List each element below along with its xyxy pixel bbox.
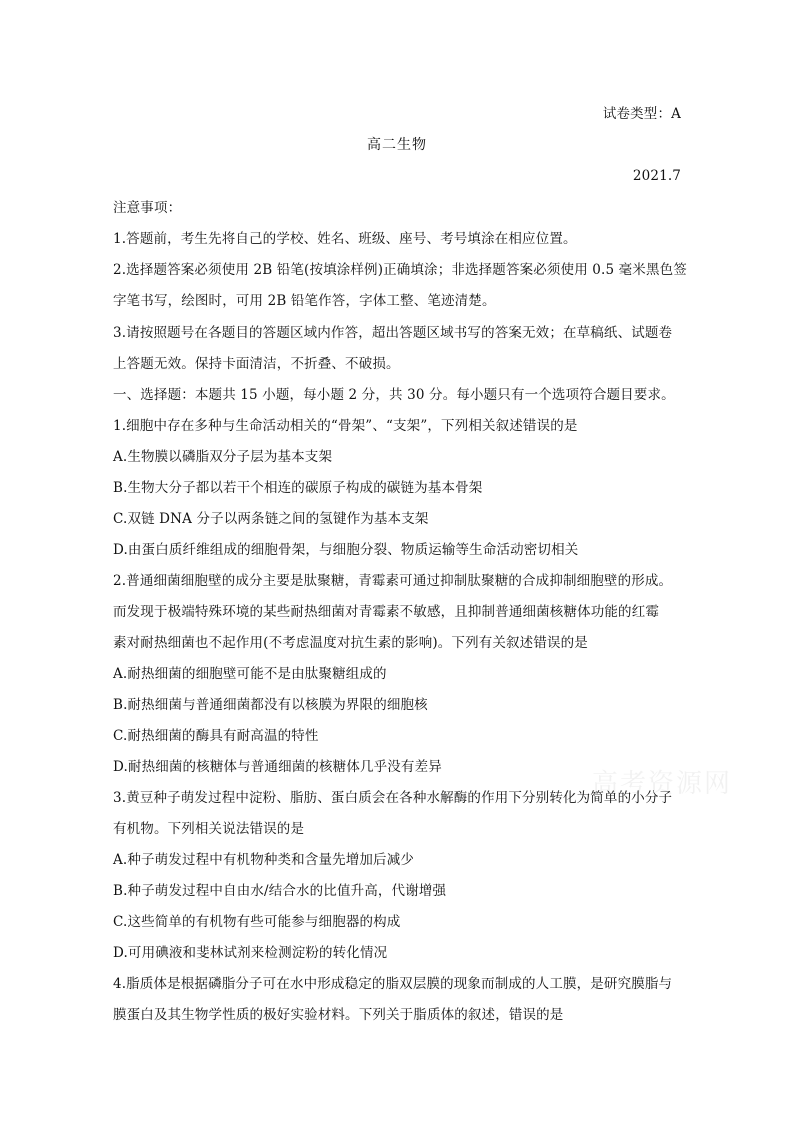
q3-option-b: B.种子萌发过程中自由水/结合水的比值升高，代谢增强 (113, 883, 447, 899)
q2-option-c: C.耐热细菌的酶具有耐高温的特性 (113, 728, 319, 744)
watermark: 高考资源网 (592, 769, 733, 799)
q2-option-b: B.耐热细菌与普通细菌都没有以核膜为界限的细胞核 (113, 697, 428, 713)
q3-option-c: C.这些简单的有机物有些可能参与细胞器的构成 (113, 914, 401, 930)
notice-item-2-line-1: 2.选择题答案必须使用 2B 铅笔(按填涂样例)正确填涂；非选择题答案必须使用 0.5 毫米黑色签 (113, 262, 687, 278)
notice-item-3-line-1: 3.请按照题号在各题目的答题区域内作答，超出答题区域书写的答案无效；在草稿纸、试题卷 (113, 325, 673, 341)
notice-item-1: 1.答题前，考生先将自己的学校、姓名、班级、座号、考号填涂在相应位置。 (113, 231, 577, 247)
section-heading: 一、选择题：本题共 15 小题，每小题 2 分，共 30 分。每小题只有一个选项符合题目要求。 (113, 387, 675, 403)
q3-option-d: D.可用碘液和斐林试剂来检测淀粉的转化情况 (113, 945, 388, 961)
q2-option-d: D.耐热细菌的核糖体与普通细菌的核糖体几乎没有差异 (113, 759, 442, 775)
q4-stem-line-1: 4.脂质体是根据磷脂分子可在水中形成稳定的脂双层膜的现象而制成的人工膜，是研究膜脂与 (113, 976, 673, 992)
notice-heading: 注意事项： (113, 200, 182, 216)
q3-stem-line-2: 有机物。下列相关说法错误的是 (113, 821, 305, 837)
q4-stem-line-2: 膜蛋白及其生物学性质的极好实验材料。下列关于脂质体的叙述，错误的是 (113, 1007, 564, 1023)
exam-date: 2021.7 (632, 168, 681, 184)
notice-item-2-line-2: 字笔书写，绘图时，可用 2B 铅笔作答，字体工整、笔迹清楚。 (113, 293, 496, 309)
q1-option-c: C.双链 DNA 分子以两条链之间的氢键作为基本支架 (113, 511, 429, 527)
q2-option-a: A.耐热细菌的细胞壁可能不是由肽聚糖组成的 (113, 666, 387, 682)
q1-option-a: A.生物膜以磷脂双分子层为基本支架 (113, 449, 333, 465)
page-title: 高二生物 (367, 137, 427, 153)
q1-option-b: B.生物大分子都以若干个相连的碳原子构成的碳链为基本骨架 (113, 480, 483, 496)
q2-stem-line-1: 2.普通细菌细胞壁的成分主要是肽聚糖，青霉素可通过抑制肽聚糖的合成抑制细胞壁的形成。 (113, 573, 673, 589)
paper-type: 试卷类型：A (602, 106, 681, 122)
q2-stem-line-2: 而发现于极端特殊环境的某些耐热细菌对青霉素不敏感，且抑制普通细菌核糖体功能的红霉 (113, 604, 659, 620)
q2-stem-line-3: 素对耐热细菌也不起作用(不考虑温度对抗生素的影响)。下列有关叙述错误的是 (113, 635, 588, 651)
q1-option-d: D.由蛋白质纤维组成的细胞骨架，与细胞分裂、物质运输等生命活动密切相关 (113, 542, 579, 558)
q1-stem: 1.细胞中存在多种与生命活动相关的“骨架”、“支架”，下列相关叙述错误的是 (113, 418, 578, 434)
q3-option-a: A.种子萌发过程中有机物种类和含量先增加后减少 (113, 852, 414, 868)
notice-item-3-line-2: 上答题无效。保持卡面清洁，不折叠、不破损。 (113, 356, 400, 372)
q3-stem-line-1: 3.黄豆种子萌发过程中淀粉、脂肪、蛋白质会在各种水解酶的作用下分别转化为简单的小分子 (113, 790, 673, 806)
